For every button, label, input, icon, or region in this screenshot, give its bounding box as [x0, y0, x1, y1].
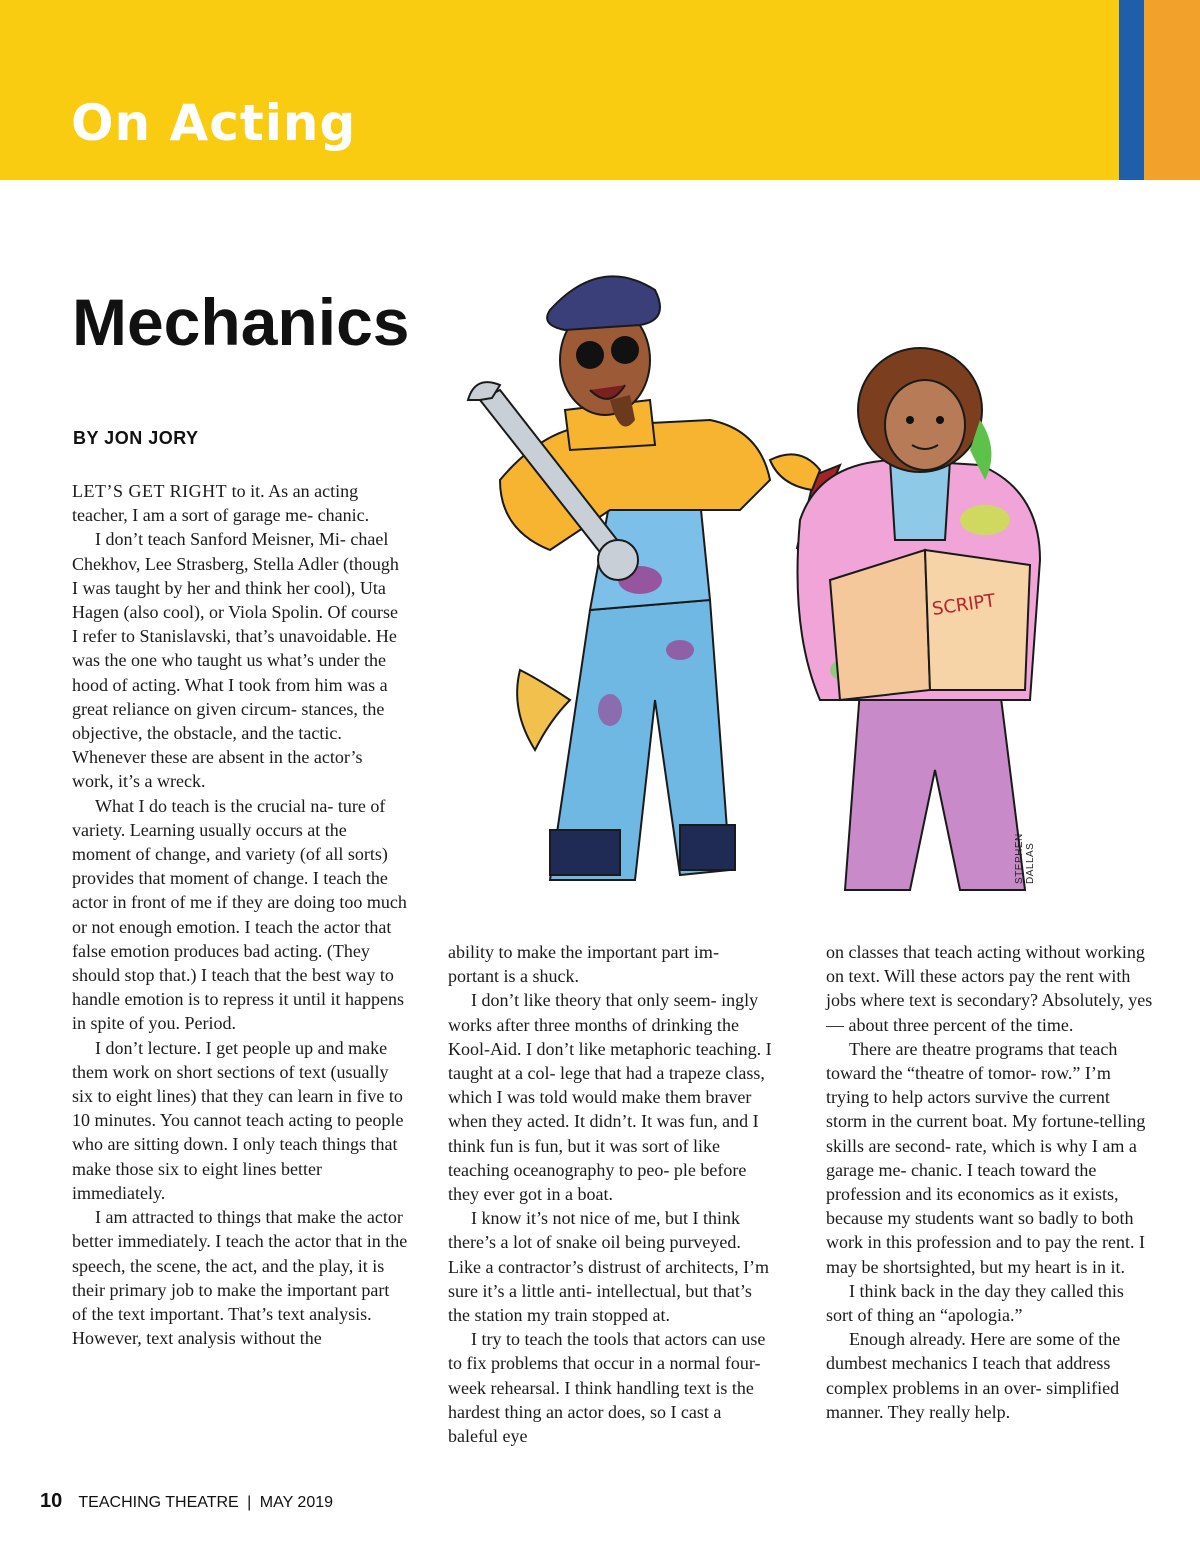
- paragraph: I try to teach the tools that actors can use to fix problems that occur in a normal four-week rehearsal. I think handling text is the hardest thing an actor does, so I cast a baleful eye: [448, 1329, 766, 1447]
- page-number: 10: [40, 1490, 63, 1512]
- byline: BY JON JORY: [73, 428, 199, 448]
- actor-figure: [798, 348, 1041, 890]
- mechanic-figure: [468, 276, 840, 880]
- article-title: Mechanics: [72, 285, 410, 359]
- paragraph: on classes that teach acting without working on text. Will these actors pay the rent with jobs where text is secondary? Absolutely, yes — about three percent of the time.: [826, 942, 1153, 1035]
- paragraph: I don’t teach Sanford Meisner, Mi- chael Chekhov, Lee Strasberg, Stella Adler (though I was taught by her and think her cool), Uta Hagen (also cool), or Viola Spolin. Of course I refer to Stanislavski, that’s unavoidable. He was the one who taught us what’s under the hood of acting. What I took from him was a great reliance on given circum- stances, the objective, the obstacle, and the tactic. Whenever these are absent in the actor’s work, it’s a wreck.: [72, 529, 399, 792]
- script-label: SCRIPT: [930, 590, 997, 620]
- article-column-3: [826, 940, 1154, 1424]
- issue-date: MAY 2019: [259, 1494, 334, 1511]
- blue-stripe: [1119, 0, 1144, 180]
- publication-name: TEACHING THEATRE: [78, 1494, 239, 1511]
- paragraph: LET’S GET RIGHT to it. As an acting teacher, I am a sort of garage me- chanic.: [72, 481, 370, 526]
- paragraph: I don’t like theory that only seem- ingly works after three months of drinking the Kool-Aid. I don’t like metaphoric teaching. I taught at a col- lege that had a trapeze class, which I was told would make them braver when they acted. It didn’t. It was fun, and I think fun is fun, but it was sort of like teaching oceanography to peo- ple before they ever got in a boat.: [448, 990, 772, 1205]
- paragraph: I know it’s not nice of me, but I think there’s a lot of snake oil being purveyed. Like a contractor’s distrust of architects, I’m sure it’s a little anti- intellectual, but that’s the station my train stopped at.: [448, 1208, 770, 1326]
- paragraph: What I do teach is the crucial na- ture of variety. Learning usually occurs at the moment of change, and variety (of all sorts) provides that moment of change. I teach the actor in front of me if they are doing too much or not enough emotion. I teach the actor that false emotion produces bad acting. (They should stop that.) I teach that the best way to handle emotion is to repress it until it happens in spite of you. Period.: [72, 795, 407, 1034]
- page-footer: [40, 1490, 333, 1513]
- paragraph: I don’t lecture. I get people up and make them work on short sections of text (usually six to eight lines) that they can learn in five to 10 minutes. You cannot teach acting to people who are sitting down. I only teach things that make those six to eight lines better immediately.: [72, 1037, 404, 1203]
- paragraph: There are theatre programs that teach toward the “theatre of tomor- row.” I’m trying to help actors survive the current storm in the current boat. My fortune-telling skills are second- rate, which is why I am a garage me- chanic. I teach toward the profession and its economics as it exists, because my students want so badly to both work in this profession and to pay the rent. I may be shortsighted, but my heart is in it.: [826, 1038, 1146, 1277]
- article-column-1: [72, 479, 408, 1350]
- section-title: On Acting: [71, 94, 357, 152]
- paragraph: I am attracted to things that make the actor better immediately. I teach the actor that in the speech, the scene, the act, and the play, it is their primary job to make the important part of the text important. That’s text analysis. However, text analysis without the: [72, 1207, 408, 1349]
- paragraph: ability to make the important part im- portant is a shuck.: [448, 942, 719, 987]
- paragraph: Enough already. Here are some of the dumbest mechanics I teach that address complex problems in an over- simplified manner. They really help.: [826, 1329, 1121, 1422]
- article-column-2: [448, 940, 772, 1448]
- illustration-credit: STEPHEN DALLAS: [1014, 833, 1036, 884]
- illustration-mechanic-and-actor: [440, 250, 1070, 900]
- paragraph: I think back in the day they called this sort of thing an “apologia.”: [826, 1280, 1124, 1326]
- footer-separator: |: [247, 1494, 252, 1511]
- header-band: [0, 0, 1200, 180]
- lead-in: LET’S GET RIGHT: [72, 481, 228, 501]
- orange-stripe: [1144, 0, 1200, 180]
